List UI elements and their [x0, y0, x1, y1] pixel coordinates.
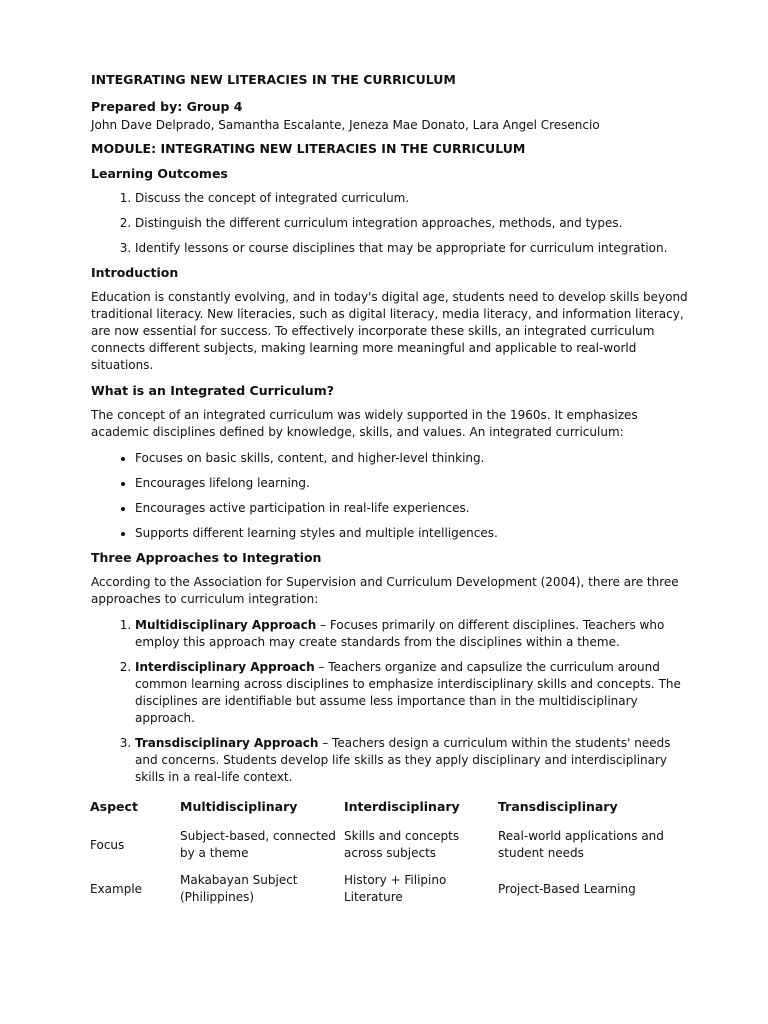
document-content	[91, 72, 691, 912]
approach-item	[135, 617, 691, 651]
table-cell: Focus	[90, 837, 125, 852]
table-cell: Subject-based, connected by a theme	[180, 829, 336, 860]
integrated-curriculum-paragraph: The concept of an integrated curriculum was widely supported in the 1960s. It emphasizes academic disciplines defined by knowledge, skills, and values. An integrated curriculum:	[91, 408, 638, 439]
approach-desc: – Focuses primarily on different disciplines. Teachers who employ this approach may create standards from the disciplines within a theme.	[135, 618, 665, 649]
table-row	[90, 824, 710, 868]
list-item: 3. Identify lessons or course disciplines that may be appropriate for curriculum integration.	[135, 240, 691, 257]
approach-name: Interdisciplinary Approach	[135, 660, 315, 674]
introduction-paragraph: Education is constantly evolving, and in today's digital age, students need to develop skills beyond traditional literacy. New literacies, such as digital literacy, media literacy, and information literacy, are now essential for success. To effectively incorporate these skills, an integrated curriculum connects different subjects, making learning more meaningful and applicable to real-world situations.	[91, 290, 688, 372]
list-item: 1. Discuss the concept of integrated curriculum.	[135, 190, 691, 207]
list-item: • Encourages active participation in real-life experiences.	[135, 500, 691, 517]
integrated-curriculum-heading: What is an Integrated Curriculum?	[91, 383, 334, 398]
approaches-list	[91, 617, 691, 786]
table-cell: Example	[90, 881, 143, 896]
table-cell: Real-world applications and student needs	[498, 829, 664, 860]
approach-desc: – Teachers organize and capsulize the curriculum around common learning across disciplines to emphasize interdisciplinary skills and concepts. The disciplines are identifiable but assume less importance than in the multidisciplinary approach.	[135, 660, 681, 725]
comparison-table	[90, 794, 710, 912]
learning-outcomes-heading: Learning Outcomes	[91, 166, 228, 181]
column-header: Multidisciplinary	[180, 799, 298, 814]
table-cell: Makabayan Subject (Philippines)	[180, 873, 298, 904]
approach-desc: – Teachers design a curriculum within the students' needs and concerns. Students develop life skills as they apply disciplinary and interdisciplinary skills in a real-life context.	[135, 736, 671, 784]
table-cell: History + Filipino Literature	[344, 873, 447, 904]
integrated-curriculum-bullets	[91, 450, 691, 542]
approaches-intro: According to the Association for Supervision and Curriculum Development (2004), there are three approaches to curriculum integration:	[91, 575, 679, 606]
column-header: Aspect	[90, 799, 138, 814]
list-item: • Encourages lifelong learning.	[135, 475, 691, 492]
document-title: INTEGRATING NEW LITERACIES IN THE CURRICULUM	[91, 72, 456, 87]
column-header: Interdisciplinary	[344, 799, 460, 814]
approaches-heading: Three Approaches to Integration	[91, 550, 322, 565]
module-title: MODULE: INTEGRATING NEW LITERACIES IN THE CURRICULUM	[91, 141, 526, 156]
authors-line: John Dave Delprado, Samantha Escalante, Jeneza Mae Donato, Lara Angel Cresencio	[91, 118, 600, 132]
column-header: Transdisciplinary	[498, 799, 618, 814]
list-item: 2. Distinguish the different curriculum integration approaches, methods, and types.	[135, 215, 691, 232]
introduction-heading: Introduction	[91, 265, 179, 280]
table-cell: Skills and concepts across subjects	[344, 829, 460, 860]
table-header-row	[90, 794, 710, 824]
approach-name: Transdisciplinary Approach	[135, 736, 319, 750]
learning-outcomes-list	[91, 190, 691, 257]
list-item: • Focuses on basic skills, content, and higher-level thinking.	[135, 450, 691, 467]
approach-name: Multidisciplinary Approach	[135, 618, 317, 632]
prepared-by: Prepared by: Group 4	[91, 99, 243, 114]
table-cell: Project-Based Learning	[498, 881, 636, 896]
approach-item	[135, 659, 691, 727]
list-item: • Supports different learning styles and multiple intelligences.	[135, 525, 691, 542]
approach-item	[135, 735, 691, 786]
table-row	[90, 868, 710, 912]
